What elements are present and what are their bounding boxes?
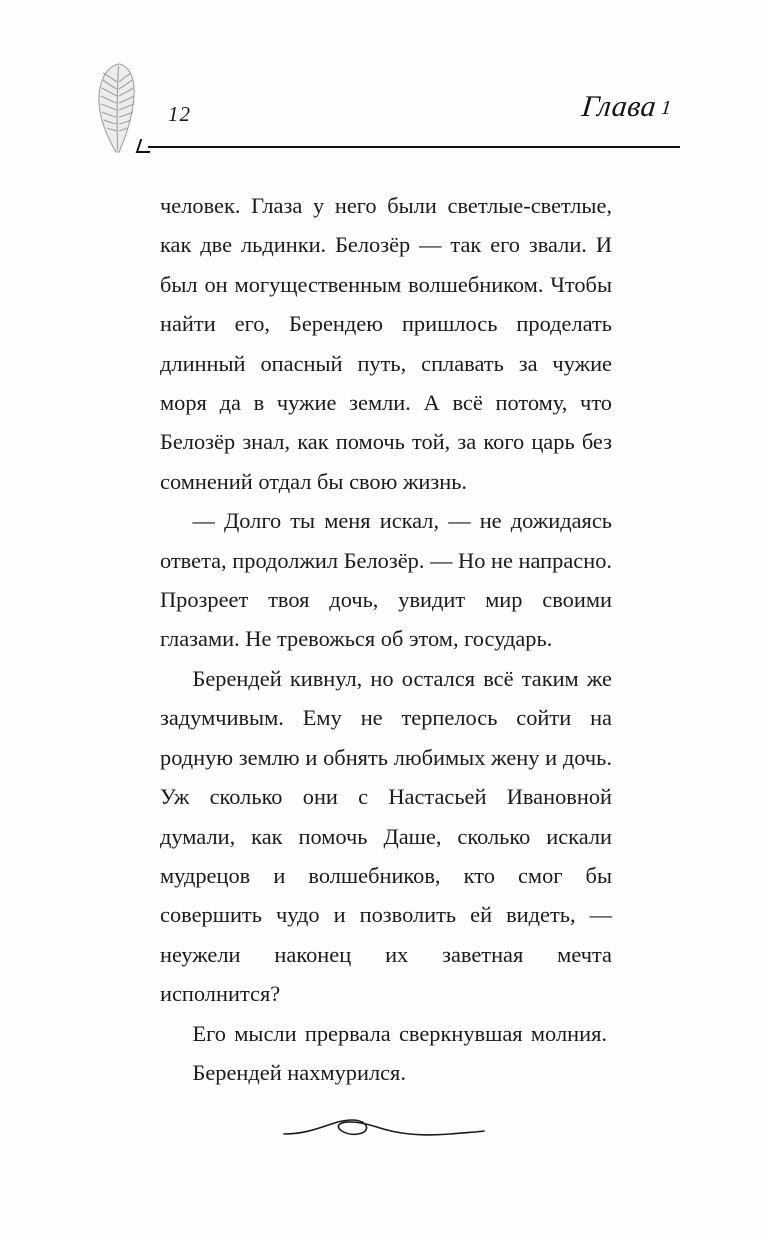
paragraph: Берендей кивнул, но остался всё таким же задумчивым. Ему не терпелось сойти на родную землю и обнять любимых жену и дочь. Уж сколько они с Настасьей Ивановной думали, как помочь Даше, сколько искали мудрецов и волшебников, кто смог бы совершить чудо и позволить ей видеть, — неужели наконец их заветная мечта исполнится?	[160, 665, 612, 1007]
swirl-divider-ornament	[276, 1112, 492, 1152]
paragraph: человек. Глаза у него были светлые-светлые, как две льдинки. Белозёр — так его звали. И был он могущественным волшебником. Чтобы найти его, Берендею пришлось проделать длинный опасный путь, сплавать за чужие моря да в чужие земли. А всё потому, что Белозёр знал, как помочь той, за кого царь без сомнений отдал бы свою жизнь.	[160, 193, 612, 494]
chapter-label-number: 1	[660, 97, 674, 119]
chapter-label-text: Глава	[580, 90, 659, 123]
page-body-text	[160, 186, 612, 1092]
paragraph: — Долго ты меня искал, — не дожидаясь ответа, продолжил Белозёр. — Но не напрасно. Прозреет твоя дочь, увидит мир своими глазами. Не тревожься об этом, государь.	[160, 508, 612, 652]
paragraph: Его мысли прервала сверкнувшая молния.	[192, 1020, 607, 1046]
header-divider	[148, 146, 680, 148]
page-header	[0, 60, 768, 152]
page-number: 12	[168, 102, 191, 126]
chapter-label	[580, 90, 673, 124]
paragraph: Берендей нахмурился.	[192, 1059, 406, 1085]
